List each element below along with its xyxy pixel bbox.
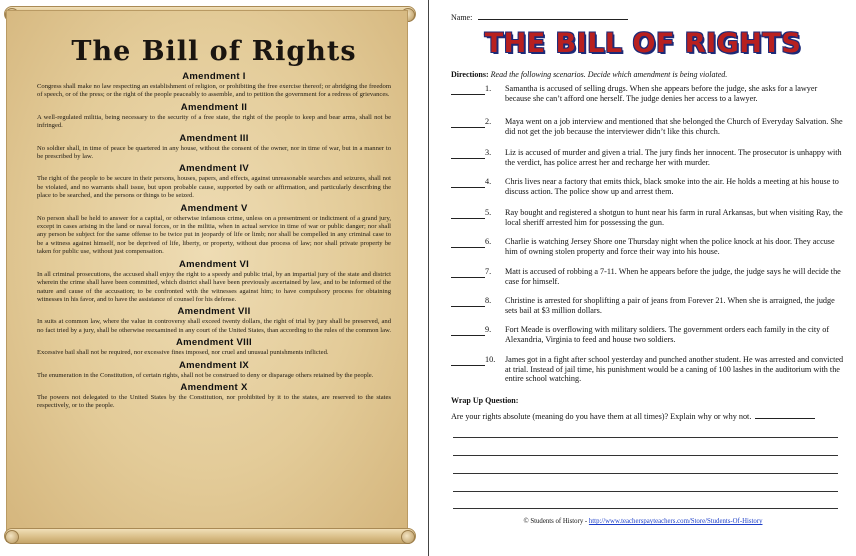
question-item (451, 148, 846, 167)
answer-line[interactable] (453, 491, 838, 492)
amendment-text: No person shall be held to answer for a capital, or otherwise infamous crime, unless on a presentment or indictment of a grand jury, except in cases arising in the land or naval forces, or in the militia, when in actual service in time of war or public danger; nor shall any person be subject for the same offense to be twice put in jeopardy of life or limb; nor shall be compelled in any criminal case to be a witness against himself, nor be deprived of life, liberty, or property, without due process of law; nor shall private property be taken for public use, without just compensation. (37, 214, 391, 256)
question-number: 8. (485, 296, 492, 305)
amendment-text: In all criminal prosecutions, the accused shall enjoy the right to a speedy and public trial, by an impartial jury of the state and district wherein the crime shall have been committed, which district shall have been previously ascertained by law, and to be informed of the nature and cause of the accusation; to be confronted with the witnesses against him; to have compulsory process for obtaining witnesses in his favor, and to have the assistance of counsel for his defense. (37, 270, 391, 303)
question-item (451, 296, 846, 315)
question-number: 4. (485, 177, 492, 186)
question-item (451, 84, 846, 103)
amendment-heading: Amendment IV (178, 163, 250, 175)
amendment-text: A well-regulated militia, being necessary to the security of a free state, the right of the people to keep and bear arms, shall not be infringed. (37, 113, 391, 130)
amendment-block (37, 259, 391, 305)
page-divider (428, 0, 429, 556)
answer-blank[interactable] (451, 267, 485, 278)
question-item (451, 177, 846, 196)
answer-blank[interactable] (451, 355, 485, 366)
amendment-text: Excessive bail shall not be required, nor excessive fines imposed, nor cruel and unusual punishments inflicted. (37, 349, 329, 357)
question-item (451, 237, 846, 256)
question-number: 10. (485, 355, 496, 364)
amendment-text: The powers not delegated to the United States by the Constitution, nor prohibited by it to the states, are reserved to the states respectively, or to the people. (37, 393, 391, 410)
question-text: Maya went on a job interview and mentioned that she belonged the Church of Everyday Salvation. She did not get the job because the interviewer didn’t like this church. (505, 117, 843, 136)
amendment-heading: Amendment VIII (176, 337, 252, 349)
directions-label: Directions: (451, 70, 489, 79)
worksheet-title: THE BILL OF RIGHTS (484, 28, 802, 59)
amendment-list (37, 71, 391, 411)
question-text: James got in a fight after school yesterday and punched another student. He was arrested and convicted at trial. Instead of jail time, his punishment would be a caning of 100 lashes in the auditorium with the entire school watching. (505, 355, 844, 383)
question-text: Ray bought and registered a shotgun to hunt near his farm in rural Arkansas, but when visiting Ray, the local sheriff arrested him for possessing the gun. (505, 208, 843, 227)
question-item (451, 325, 846, 344)
question-text: Chris lives near a factory that emits thick, black smoke into the air. He holds a meeting at his house to discuss action. The police show up and arrest them. (505, 177, 839, 196)
bill-of-rights-scroll-panel (0, 0, 425, 556)
wrapup-question (451, 412, 846, 421)
amendment-heading: Amendment X (180, 381, 248, 393)
question-item (451, 355, 846, 383)
amendment-block (37, 102, 391, 131)
directions-text: Read the following scenarios. Decide which amendment is being violated. (490, 70, 728, 79)
directions (451, 70, 727, 79)
answer-line[interactable] (453, 473, 838, 474)
question-number: 5. (485, 208, 492, 217)
amendment-heading: Amendment II (180, 101, 248, 113)
amendment-heading: Amendment I (182, 71, 246, 82)
wrapup-question-text: Are your rights absolute (meaning do you have them at all times)? Explain why or why not. (451, 412, 752, 421)
question-number: 3. (485, 148, 492, 157)
question-number: 2. (485, 117, 492, 126)
amendment-text: The right of the people to be secure in their persons, houses, papers, and effects, against unreasonable searches and seizures, shall not be violated, and no warrants shall issue, but upon probable cause, supported by oath or affirmation, and particularly describing the place to be searched, and the persons or things to be seized. (37, 175, 391, 200)
scroll-bottom-roll (4, 528, 416, 544)
question-number: 9. (485, 325, 492, 334)
amendment-block (37, 71, 391, 100)
amendment-heading: Amendment VII (177, 306, 251, 318)
answer-blank[interactable] (755, 418, 815, 419)
amendment-text: No soldier shall, in time of peace be quartered in any house, without the consent of the owner, nor in time of war, but in a manner to be prescribed by law. (37, 144, 391, 161)
question-text: Christine is arrested for shoplifting a pair of jeans from Forever 21. When she is arraigned, the judge sets bail at $3 million dollars. (505, 296, 835, 315)
amendment-block (37, 203, 391, 257)
question-text: Charlie is watching Jersey Shore one Thursday night when the police knock at his door. They accuse him of owning stolen property and force their way into his house. (505, 237, 835, 256)
answer-blank[interactable] (451, 84, 485, 95)
amendment-block (37, 133, 391, 162)
question-item (451, 208, 846, 227)
name-row (451, 12, 628, 22)
amendment-block (37, 382, 391, 411)
footer-credit: © Students of History - (523, 518, 589, 525)
amendment-heading: Amendment VI (178, 258, 250, 270)
parchment-scroll (6, 10, 408, 542)
amendment-text: In suits at common law, where the value in controversy shall exceed twenty dollars, the right of trial by jury shall be preserved, and no fact tried by a jury, shall be otherwise reexamined in any court of the United States, than according to the rules of the common law. (37, 318, 391, 334)
footer-link[interactable]: http://www.teacherspayteachers.com/Store/Students-Of-History (588, 518, 763, 525)
answer-line[interactable] (453, 437, 838, 438)
amendment-block (37, 306, 391, 335)
answer-blank[interactable] (451, 208, 485, 219)
wrapup-heading: Wrap Up Question: (451, 396, 519, 405)
question-number: 1. (485, 84, 492, 93)
answer-line[interactable] (453, 455, 838, 456)
answer-blank[interactable] (451, 117, 485, 128)
question-text: Liz is accused of murder and given a trial. The jury finds her innocent. The prosecutor is unhappy with the verdict, has police arrest her and recharge her with murder. (505, 148, 842, 167)
answer-blank[interactable] (451, 148, 485, 159)
scroll-title: The Bill of Rights (71, 36, 357, 67)
question-item (451, 117, 846, 136)
amendment-heading: Amendment V (180, 202, 248, 214)
worksheet-panel (438, 0, 848, 556)
amendment-text: Congress shall make no law respecting an establishment of religion, or prohibiting the free exercise thereof; or abridging the freedom of speech, or of the press; or the right of the people peaceably to assemble, and to petition the government for a redress of grievances. (37, 83, 391, 99)
name-field[interactable] (478, 12, 628, 20)
answer-blank[interactable] (451, 296, 485, 307)
amendment-block (37, 337, 391, 357)
question-text: Fort Meade is overflowing with military soldiers. The government orders each family in the city of Alexandria, Virginia to feed and house two soldiers. (505, 325, 830, 344)
question-item (451, 267, 846, 286)
amendment-block (37, 360, 391, 380)
amendment-heading: Amendment IX (178, 359, 250, 371)
question-number: 6. (485, 237, 492, 246)
name-label: Name: (451, 13, 473, 22)
scroll-content (37, 35, 391, 411)
answer-blank[interactable] (451, 325, 485, 336)
amendment-block (37, 163, 391, 200)
scroll-roll-end (5, 530, 19, 544)
question-text: Matt is accused of robbing a 7-11. When he appears before the judge, the judge says he will decide the case for himself. (505, 267, 841, 286)
answer-blank[interactable] (451, 177, 485, 188)
answer-blank[interactable] (451, 237, 485, 248)
amendment-text: The enumeration in the Constitution, of certain rights, shall not be construed to deny or disparage others retained by the people. (37, 371, 374, 379)
question-text: Samantha is accused of selling drugs. When she appears before the judge, she asks for a lawyer because she can’t afford one herself. The judge denies her access to a lawyer. (505, 84, 818, 103)
footer (438, 518, 848, 525)
amendment-heading: Amendment III (179, 132, 249, 144)
question-number: 7. (485, 267, 492, 276)
answer-line[interactable] (453, 508, 838, 509)
scroll-roll-end (401, 530, 415, 544)
